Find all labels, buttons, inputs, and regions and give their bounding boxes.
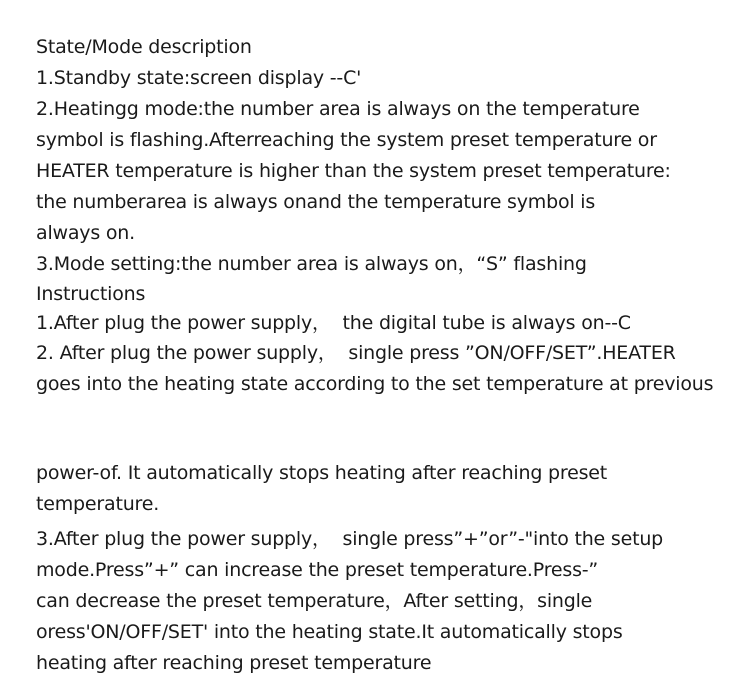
text-line: goes into the heating state according to the set temperature at previous (36, 373, 714, 395)
text-line: can decrease the preset temperature，After setting，single (36, 590, 593, 612)
text-line: HEATER temperature is higher than the system preset temperature: (36, 160, 671, 182)
text-line: mode.Press”+” can increase the preset temperature.Press-” (36, 559, 599, 581)
text-line: temperature. (36, 493, 160, 515)
text-line: 1.After plug the power supply， the digital tube is always on--C (36, 312, 631, 334)
text-line: the numberarea is always onand the temperature symbol is (36, 191, 596, 213)
text-line: 3.Mode setting:the number area is always on，“S” flashing (36, 253, 587, 275)
text-line: power-of. It automatically stops heating after reaching preset (36, 462, 608, 484)
section-title-instructions: Instructions (36, 283, 146, 305)
text-line: always on. (36, 222, 135, 244)
text-line: oress'ON/OFF/SET' into the heating state.It automatically stops (36, 621, 623, 643)
text-line: 3.After plug the power supply， single press”+”or”-"into the setup (36, 528, 664, 550)
text-line: 2.Heatingg mode:the number area is always on the temperature (36, 98, 640, 120)
text-line: 1.Standby state:screen display --C' (36, 67, 362, 89)
text-line: heating after reaching preset temperature (36, 652, 432, 674)
text-line: symbol is flashing.Afterreaching the system preset temperature or (36, 129, 657, 151)
section-title-state-mode: State/Mode description (36, 36, 252, 58)
text-line: 2. After plug the power supply， single press ”ON/OFF/SET”.HEATER (36, 342, 676, 364)
